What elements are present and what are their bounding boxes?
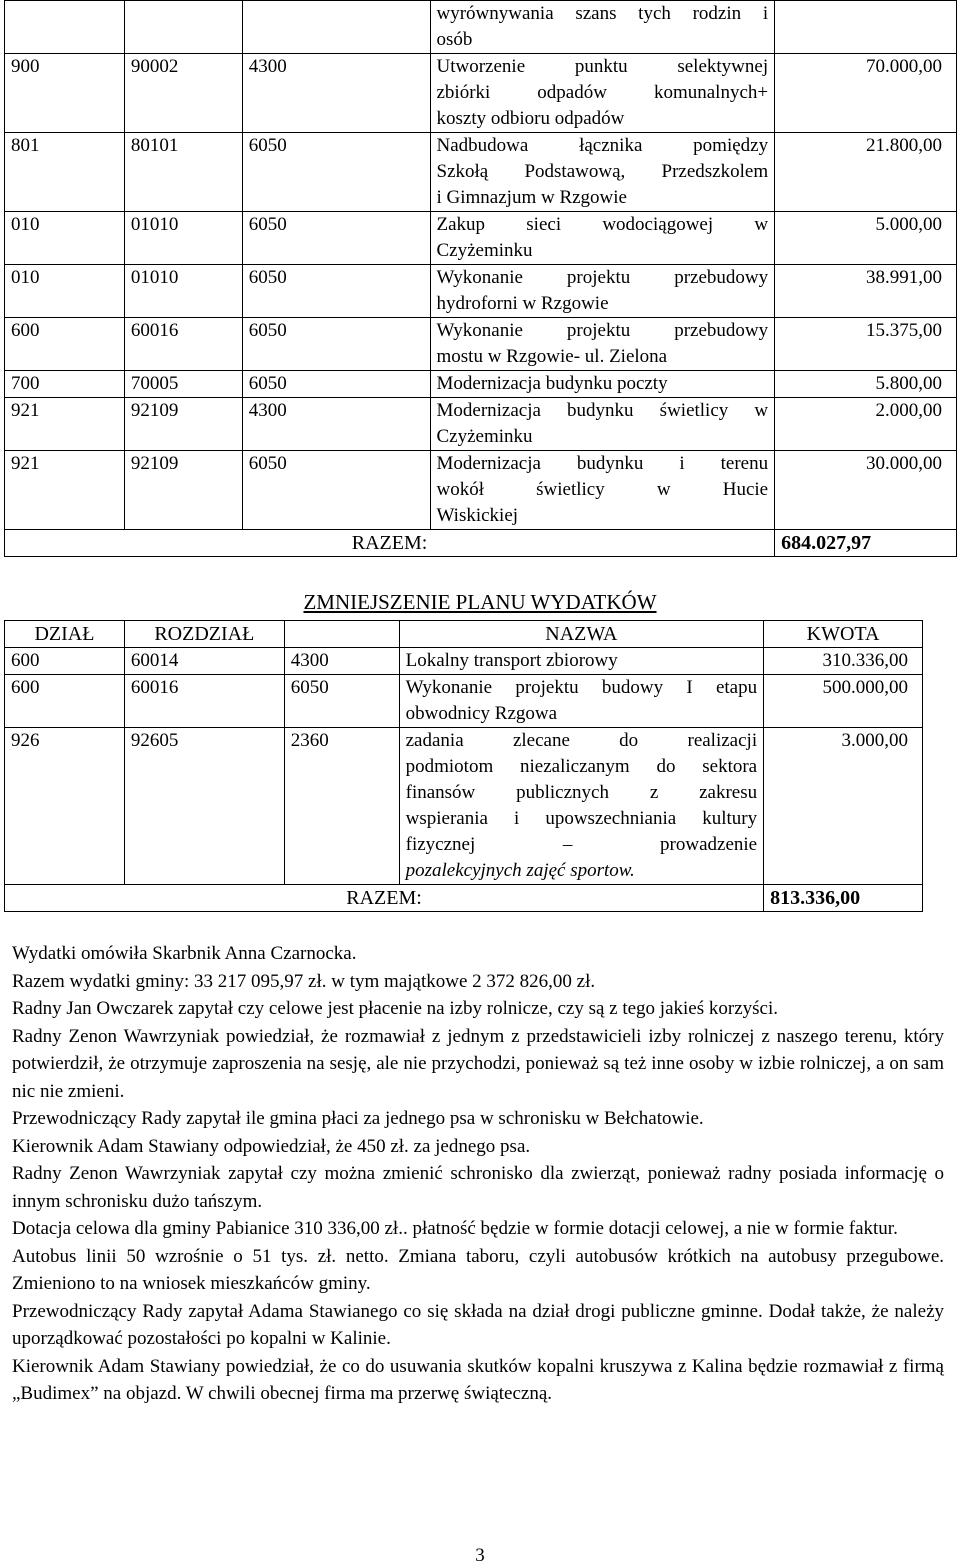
rozdzial-cell: 60014 <box>124 648 284 675</box>
budget-decrease-table <box>4 620 923 912</box>
name-line: Wykonanie projektu przebudowy <box>436 320 769 341</box>
amount-cell: 3.000,00 <box>764 728 923 885</box>
table-row <box>5 371 957 398</box>
rozdzial-cell: 92109 <box>124 398 242 451</box>
table-row <box>5 451 957 530</box>
paragraph: Dotacja celowa dla gminy Pabianice 310 336,00 zł.. płatność będzie w formie dotacji celowej, a nie w formie faktur. <box>12 1218 898 1239</box>
amount-cell: 310.336,00 <box>764 648 923 675</box>
name-cell <box>430 318 775 371</box>
amount-cell: 30.000,00 <box>775 451 957 530</box>
name-line: Lokalny transport zbiorowy <box>405 650 618 671</box>
paragraf-cell: 6050 <box>284 675 399 728</box>
paragraf-cell: 6050 <box>242 133 430 212</box>
name-line: pozalekcyjnych zajęć sportow. <box>405 860 635 881</box>
total-row <box>5 530 957 557</box>
rozdzial-cell: 01010 <box>124 212 242 265</box>
table-row <box>5 54 957 133</box>
paragraf-cell: 6050 <box>242 371 430 398</box>
rozdzial-cell: 90002 <box>124 54 242 133</box>
name-line: zbiórki odpadów komunalnych+ <box>436 82 769 103</box>
name-line: zadania zlecane do realizacji <box>405 730 758 751</box>
rozdzial-cell: 80101 <box>124 133 242 212</box>
amount-cell: 15.375,00 <box>775 318 957 371</box>
name-line: i Gimnazjum w Rzgowie <box>436 187 627 208</box>
name-line: Nadbudowa łącznika pomiędzy <box>436 135 769 156</box>
name-line: Modernizacja budynku poczty <box>436 373 668 394</box>
name-cell <box>430 265 775 318</box>
paragraf-cell: 6050 <box>242 451 430 530</box>
paragraph: Autobus linii 50 wzrośnie o 51 tys. zł. netto. Zmiana taboru, czyli autobusów krótkich na autobusy przegubowe. Zmieniono to na wniosek mieszkańców gminy. <box>12 1245 944 1294</box>
name-cell <box>430 133 775 212</box>
total-value: 813.336,00 <box>764 885 923 912</box>
name-cell <box>399 675 763 728</box>
table-row <box>5 648 923 675</box>
header-kwota: KWOTA <box>764 621 923 648</box>
paragraf-cell: 2360 <box>284 728 399 885</box>
dzial-cell: 801 <box>5 133 125 212</box>
name-line: mostu w Rzgowie- ul. Zielona <box>436 346 668 367</box>
name-cell <box>430 451 775 530</box>
amount-cell: 5.000,00 <box>775 212 957 265</box>
paragraf-cell: 6050 <box>242 318 430 371</box>
name-line: podmiotom niezaliczanym do sektora <box>405 756 758 777</box>
name-cell <box>399 728 763 885</box>
paragraf-cell: 4300 <box>242 398 430 451</box>
total-label: RAZEM: <box>5 530 775 557</box>
paragraph: Razem wydatki gminy: 33 217 095,97 zł. w tym majątkowe 2 372 826,00 zł. <box>12 970 596 992</box>
name-cell <box>430 54 775 133</box>
rozdzial-cell <box>124 1 242 54</box>
table-row <box>5 675 923 728</box>
amount-cell: 70.000,00 <box>775 54 957 133</box>
dzial-cell: 010 <box>5 212 125 265</box>
paragraph: Wydatki omówiła Skarbnik Anna Czarnocka. <box>12 943 357 964</box>
dzial-cell <box>5 1 125 54</box>
name-line: wokół świetlicy w Hucie <box>436 479 769 500</box>
amount-cell <box>775 1 957 54</box>
amount-cell: 5.800,00 <box>775 371 957 398</box>
name-cell <box>430 212 775 265</box>
name-line: wyrównywania szans tych rodzin i <box>436 3 769 24</box>
rozdzial-cell: 60016 <box>124 318 242 371</box>
name-line: Wykonanie projektu budowy I etapu <box>405 677 758 698</box>
paragraf-cell: 4300 <box>242 54 430 133</box>
table-row <box>5 212 957 265</box>
table-row <box>5 398 957 451</box>
name-line: Wykonanie projektu przebudowy <box>436 267 769 288</box>
dzial-cell: 600 <box>5 318 125 371</box>
total-label: RAZEM: <box>5 885 764 912</box>
name-line: Utworzenie punktu selektywnej <box>436 56 769 77</box>
dzial-cell: 921 <box>5 398 125 451</box>
name-line: koszty odbioru odpadów <box>436 108 625 129</box>
rozdzial-cell: 01010 <box>124 265 242 318</box>
name-cell <box>399 648 763 675</box>
name-line: Wiskickiej <box>436 505 519 526</box>
name-line: osób <box>436 29 473 50</box>
page-number: 3 <box>475 1545 485 1566</box>
paragraph: Przewodniczący Rady zapytał Adama Stawianego co się składa na dział drogi publiczne gminne. Dodał także, że należy uporządkować pozostałości po kopalni w Kalinie. <box>12 1300 944 1349</box>
minutes-text <box>12 940 944 1408</box>
paragraf-cell: 6050 <box>242 212 430 265</box>
header-rozdzial: ROZDZIAŁ <box>124 621 284 648</box>
paragraph: Radny Zenon Wawrzyniak powiedział, że rozmawiał z jednym z przedstawicieli izby rolniczej z naszego terenu, który potwierdził, że otrzymuje zaproszenia na sesję, ale nie przychodzi, ponieważ są też inne osoby w izbie rolniczej, a on sam nic nie zmieni. <box>12 1025 944 1102</box>
paragraph: Przewodniczący Rady zapytał ile gmina płaci za jednego psa w schronisku w Bełchatowie. <box>12 1108 704 1129</box>
paragraph: Radny Jan Owczarek zapytał czy celowe jest płacenie na izby rolnicze, czy są z tego jakieś korzyści. <box>12 998 778 1019</box>
total-row <box>5 885 923 912</box>
rozdzial-cell: 70005 <box>124 371 242 398</box>
name-line: Zakup sieci wodociągowej w <box>436 214 769 235</box>
paragraf-cell: 4300 <box>284 648 399 675</box>
name-line: wspierania i upowszechniania kultury <box>405 808 758 829</box>
dzial-cell: 700 <box>5 371 125 398</box>
name-line: Modernizacja budynku świetlicy w <box>436 400 769 421</box>
table-row <box>5 1 957 54</box>
name-line: Szkołą Podstawową, Przedszkolem <box>436 161 769 182</box>
name-line: hydroforni w Rzgowie <box>436 293 609 314</box>
dzial-cell: 600 <box>5 648 125 675</box>
paragraf-cell <box>242 1 430 54</box>
total-value: 684.027,97 <box>775 530 957 557</box>
dzial-cell: 921 <box>5 451 125 530</box>
name-line: Czyżeminku <box>436 240 533 261</box>
name-cell <box>430 1 775 54</box>
dzial-cell: 010 <box>5 265 125 318</box>
paragraf-cell: 6050 <box>242 265 430 318</box>
rozdzial-cell: 92109 <box>124 451 242 530</box>
amount-cell: 38.991,00 <box>775 265 957 318</box>
dzial-cell: 900 <box>5 54 125 133</box>
budget-increase-table <box>4 0 957 557</box>
header-row <box>5 621 923 648</box>
name-line: obwodnicy Rzgowa <box>405 703 558 724</box>
name-cell <box>430 371 775 398</box>
section-title-decrease: ZMNIEJSZENIE PLANU WYDATKÓW <box>303 590 657 614</box>
amount-cell: 2.000,00 <box>775 398 957 451</box>
name-cell <box>430 398 775 451</box>
header-nazwa: NAZWA <box>399 621 763 648</box>
name-line: Modernizacja budynku i terenu <box>436 453 769 474</box>
amount-cell: 21.800,00 <box>775 133 957 212</box>
header-paragraf <box>284 621 399 648</box>
dzial-cell: 600 <box>5 675 125 728</box>
table-row <box>5 133 957 212</box>
table-row <box>5 265 957 318</box>
amount-cell: 500.000,00 <box>764 675 923 728</box>
name-line: Czyżeminku <box>436 426 533 447</box>
name-line: fizycznej – prowadzenie <box>405 834 758 855</box>
paragraph: Kierownik Adam Stawiany powiedział, że co do usuwania skutków kopalni kruszywa z Kalina będzie rozmawiał z firmą „Budimex” na objazd. W chwili obecnej firma ma przerwę świąteczną. <box>12 1355 944 1404</box>
name-line: finansów publicznych z zakresu <box>405 782 758 803</box>
dzial-cell: 926 <box>5 728 125 885</box>
paragraph: Kierownik Adam Stawiany odpowiedział, że 450 zł. za jednego psa. <box>12 1135 531 1157</box>
table-row <box>5 318 957 371</box>
header-dzial: DZIAŁ <box>5 621 125 648</box>
paragraph: Radny Zenon Wawrzyniak zapytał czy można zmienić schronisko dla zwierząt, ponieważ radny posiada informację o innym schronisku dużo tańszym. <box>12 1163 944 1212</box>
rozdzial-cell: 92605 <box>124 728 284 885</box>
table-row <box>5 728 923 885</box>
rozdzial-cell: 60016 <box>124 675 284 728</box>
